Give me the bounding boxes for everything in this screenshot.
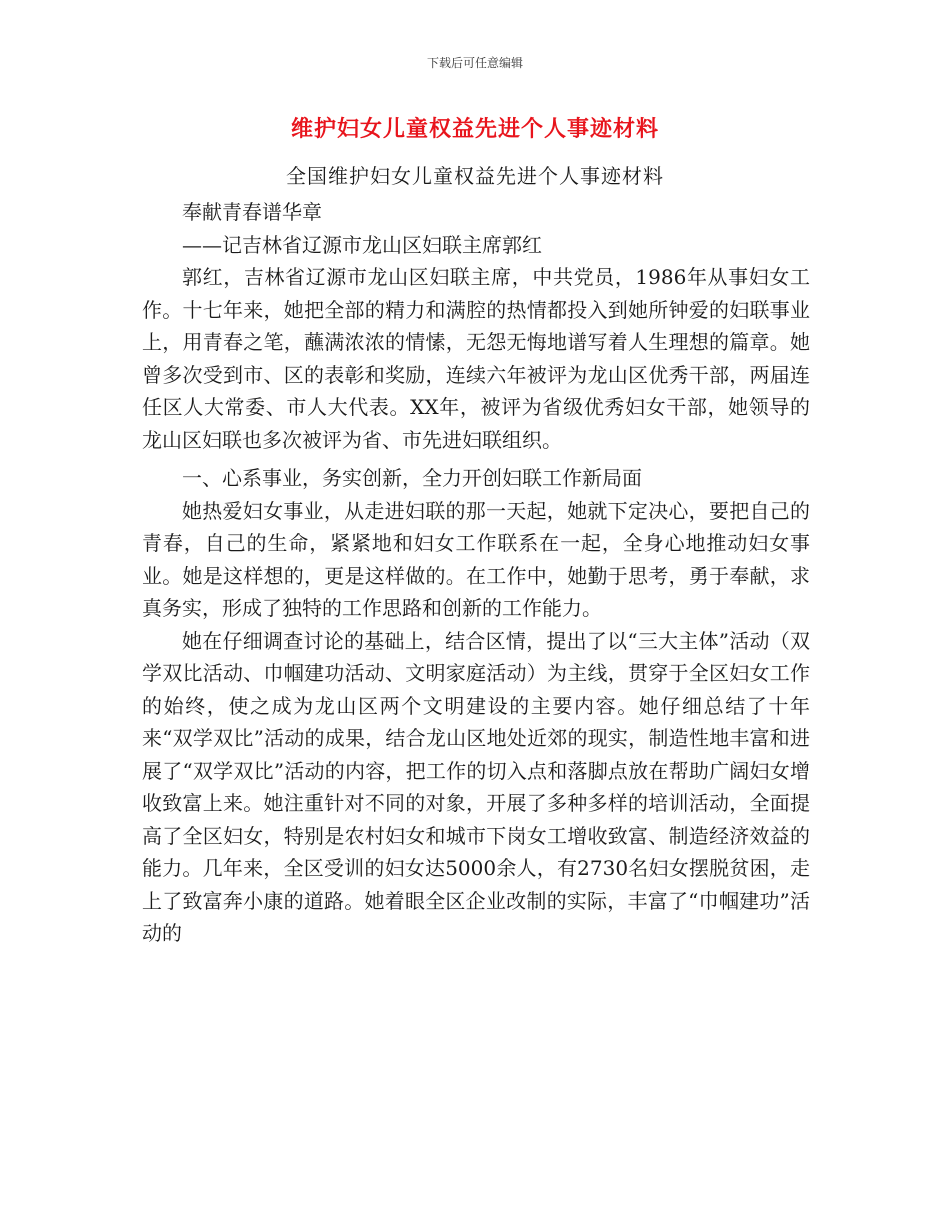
body-paragraph: 她在仔细调查讨论的基础上，结合区情，提出了以“三大主体”活动（双学双比活动、巾帼建功活动、文明家庭活动）为主线，贯穿于全区妇女工作的始终，使之成为龙山区两个文明建设的主要内容。她仔细总结了十年来“双学双比”活动的成果，结合龙山区地处近郊的现实，制造性地丰富和进展了“双学双比”活动的内容，把工作的切入点和落脚点放在帮助广阔妇女增收致富上来。她注重针对不同的对象，开展了多种多样的培训活动，全面提高了全区妇女，特别是农村妇女和城市下岗女工增收致富、制造经济效益的能力。几年来，全区受训的妇女达5000余人，有2730名妇女摆脱贫困，走上了致富奔小康的道路。她着眼全区企业改制的实际，丰富了“巾帼建功”活动的 <box>142 628 810 945</box>
header-note: 下载后可任意编辑 <box>426 56 523 70</box>
document-subtitle: 全国维护妇女儿童权益先进个人事迹材料 <box>286 164 664 188</box>
section-heading: 一、心系事业，务实创新，全力开创妇联工作新局面 <box>182 466 642 490</box>
section-heading: 奉献青春谱华章 <box>182 200 322 224</box>
body-paragraph: 郭红，吉林省辽源市龙山区妇联主席，中共党员，1986年从事妇女工作。十七年来，她把全部的精力和满腔的热情都投入到她所钟爱的妇联事业上，用青春之笔，蘸满浓浓的情愫，无怨无悔地谱写着人生理想的篇章。她曾多次受到市、区的表彰和奖励，连续六年被评为龙山区优秀干部，两届连任区人大常委、市人大代表。XX年，被评为省级优秀妇女干部，她领导的龙山区妇联也多次被评为省、市先进妇联组织。 <box>142 265 810 452</box>
document-body <box>142 196 810 950</box>
section-byline: ——记吉林省辽源市龙山区妇联主席郭红 <box>182 232 542 257</box>
body-paragraph: 她热爱妇女事业，从走进妇联的那一天起，她就下定决心，要把自己的青春，自己的生命，紧紧地和妇女工作联系在一起，全身心地推动妇女事业。她是这样想的，更是这样做的。在工作中，她勤于思考，勇于奉献，求真务实，形成了独特的工作思路和创新的工作能力。 <box>142 498 810 620</box>
document-title: 维护妇女儿童权益先进个人事迹材料 <box>290 116 659 142</box>
